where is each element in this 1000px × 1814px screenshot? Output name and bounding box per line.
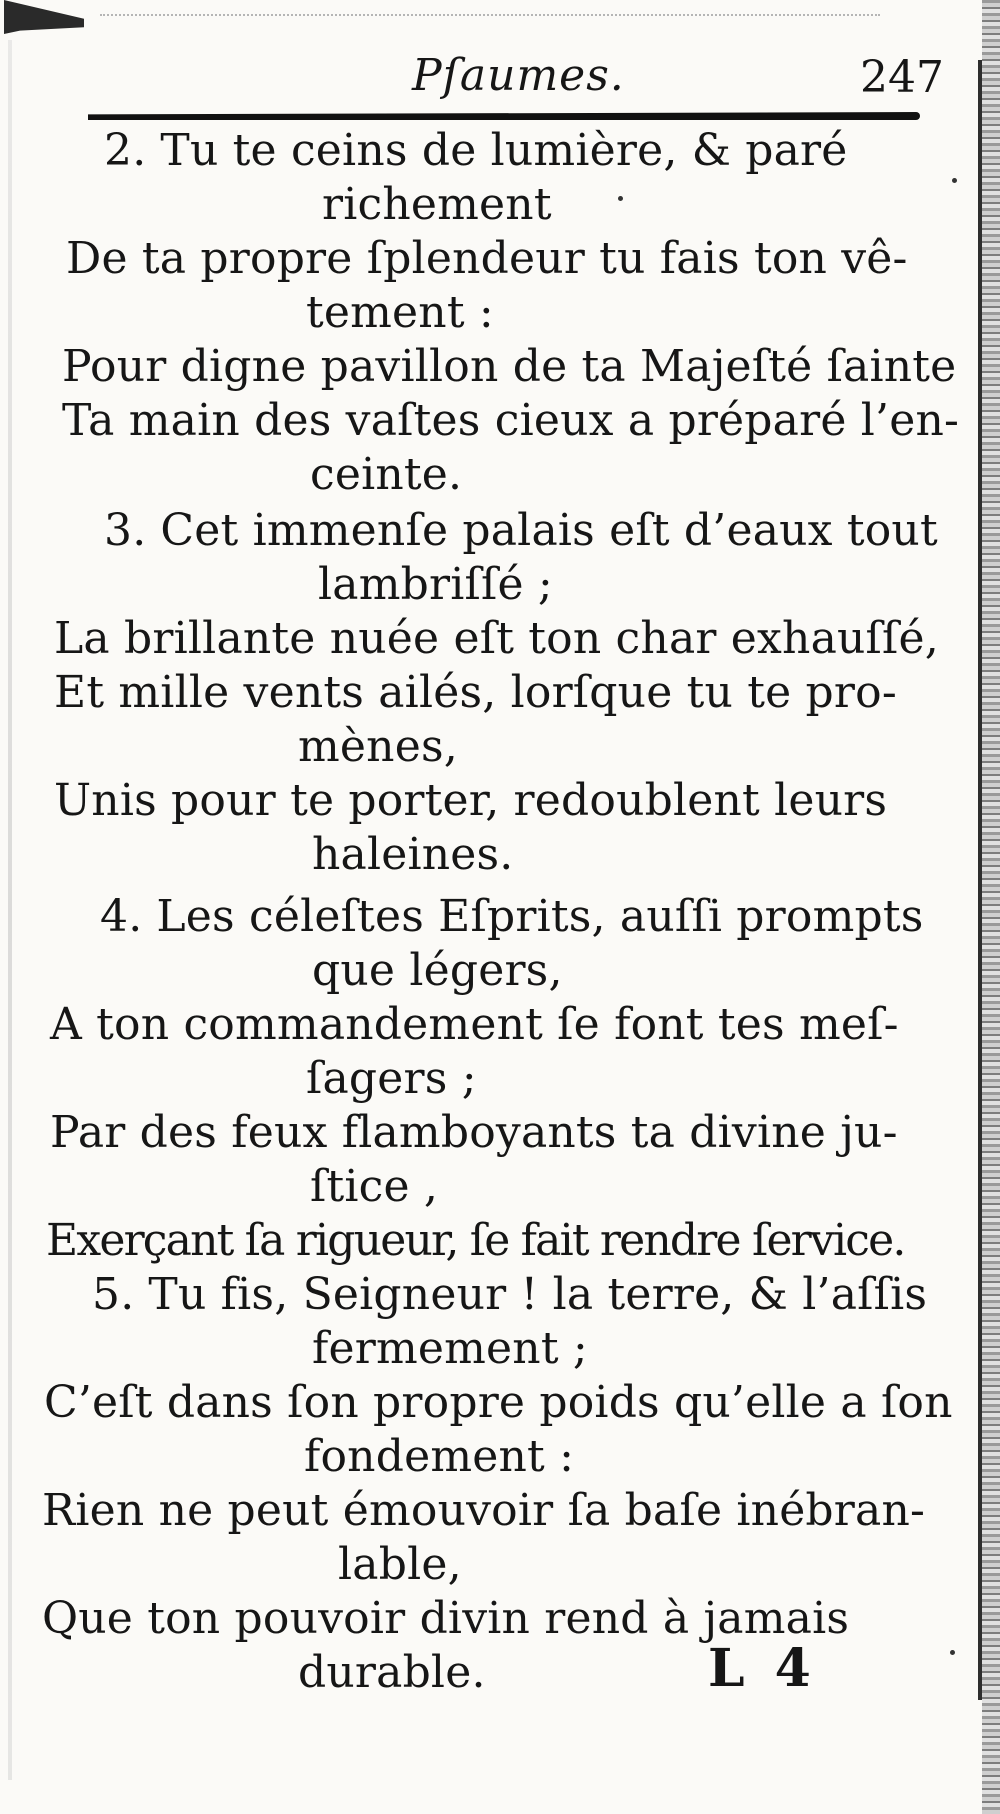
top-edge-specks bbox=[100, 14, 880, 18]
book-spine-edge bbox=[982, 0, 1000, 1814]
page-right-shadow bbox=[978, 60, 982, 1700]
verse-line: fermement ; bbox=[312, 1323, 588, 1374]
verse-line: fondement : bbox=[304, 1431, 575, 1482]
verse-line: C’eſt dans ſon propre poids qu’elle a ſon bbox=[44, 1377, 953, 1428]
verse-line: Rien ne peut émouvoir ſa baſe inébran- bbox=[42, 1485, 926, 1536]
ink-speck bbox=[950, 1650, 955, 1655]
verse-line: haleines. bbox=[312, 829, 514, 880]
verse-line: tement : bbox=[306, 287, 494, 338]
verse-number: 2. bbox=[104, 125, 147, 176]
signature-mark: L 4 bbox=[708, 1638, 817, 1699]
verse-line: Unis pour te porter, redoublent leurs bbox=[54, 775, 888, 826]
verse-line: durable. bbox=[298, 1647, 486, 1698]
running-title: Pſaumes. bbox=[412, 50, 625, 101]
verse-number: 4. bbox=[100, 891, 143, 942]
verse-line: De ta propre ſplendeur tu fais ton vê- bbox=[66, 233, 908, 284]
page-number: 247 bbox=[860, 52, 944, 103]
verse-line: 2. Tu te ceins de lumière, & paré bbox=[104, 125, 848, 176]
verse-line: 4. Les céleſtes Eſprits, auſſi prompts bbox=[100, 891, 924, 942]
verse-line: Que ton pouvoir divin rend à jamais bbox=[42, 1593, 850, 1644]
verse-line: A ton commandement ſe font tes meſ- bbox=[50, 999, 899, 1050]
ink-speck bbox=[618, 196, 623, 201]
verse-line: lambriſſé ; bbox=[318, 559, 553, 610]
header-rule bbox=[88, 112, 920, 120]
verse-line: ceinte. bbox=[310, 449, 463, 500]
verse-line: La brillante nuée eſt ton char exhauſſé, bbox=[54, 613, 939, 664]
verse-number: 5. bbox=[92, 1269, 135, 1320]
verse-line: mènes, bbox=[298, 721, 458, 772]
verse-line: Exerçant ſa rigueur, ſe fait rendre ſervice. bbox=[46, 1215, 905, 1266]
verse-line: ſagers ; bbox=[306, 1053, 477, 1104]
verse-line: Par des feux flamboyants ta divine ju- bbox=[50, 1107, 898, 1158]
ink-blot-decoration bbox=[4, 0, 84, 34]
verse-line: 3. Cet immenſe palais eſt d’eaux tout bbox=[104, 505, 938, 556]
verse-line: Pour digne pavillon de ta Majeſté ſainte bbox=[62, 341, 957, 392]
verse-line: 5. Tu fis, Seigneur ! la terre, & l’aſſis bbox=[92, 1269, 928, 1320]
verse-line: ſtice , bbox=[310, 1161, 439, 1212]
verse-line: Et mille vents ailés, lorſque tu te pro- bbox=[54, 667, 897, 718]
page-left-edge bbox=[8, 40, 12, 1780]
verse-line: richement bbox=[322, 179, 552, 230]
verse-line: Ta main des vaſtes cieux a préparé l’en- bbox=[62, 395, 960, 446]
verse-line: lable, bbox=[338, 1539, 462, 1590]
verse-number: 3. bbox=[104, 505, 147, 556]
running-header bbox=[0, 42, 1000, 112]
verse-line: que légers, bbox=[312, 945, 563, 996]
ink-speck bbox=[952, 178, 957, 183]
